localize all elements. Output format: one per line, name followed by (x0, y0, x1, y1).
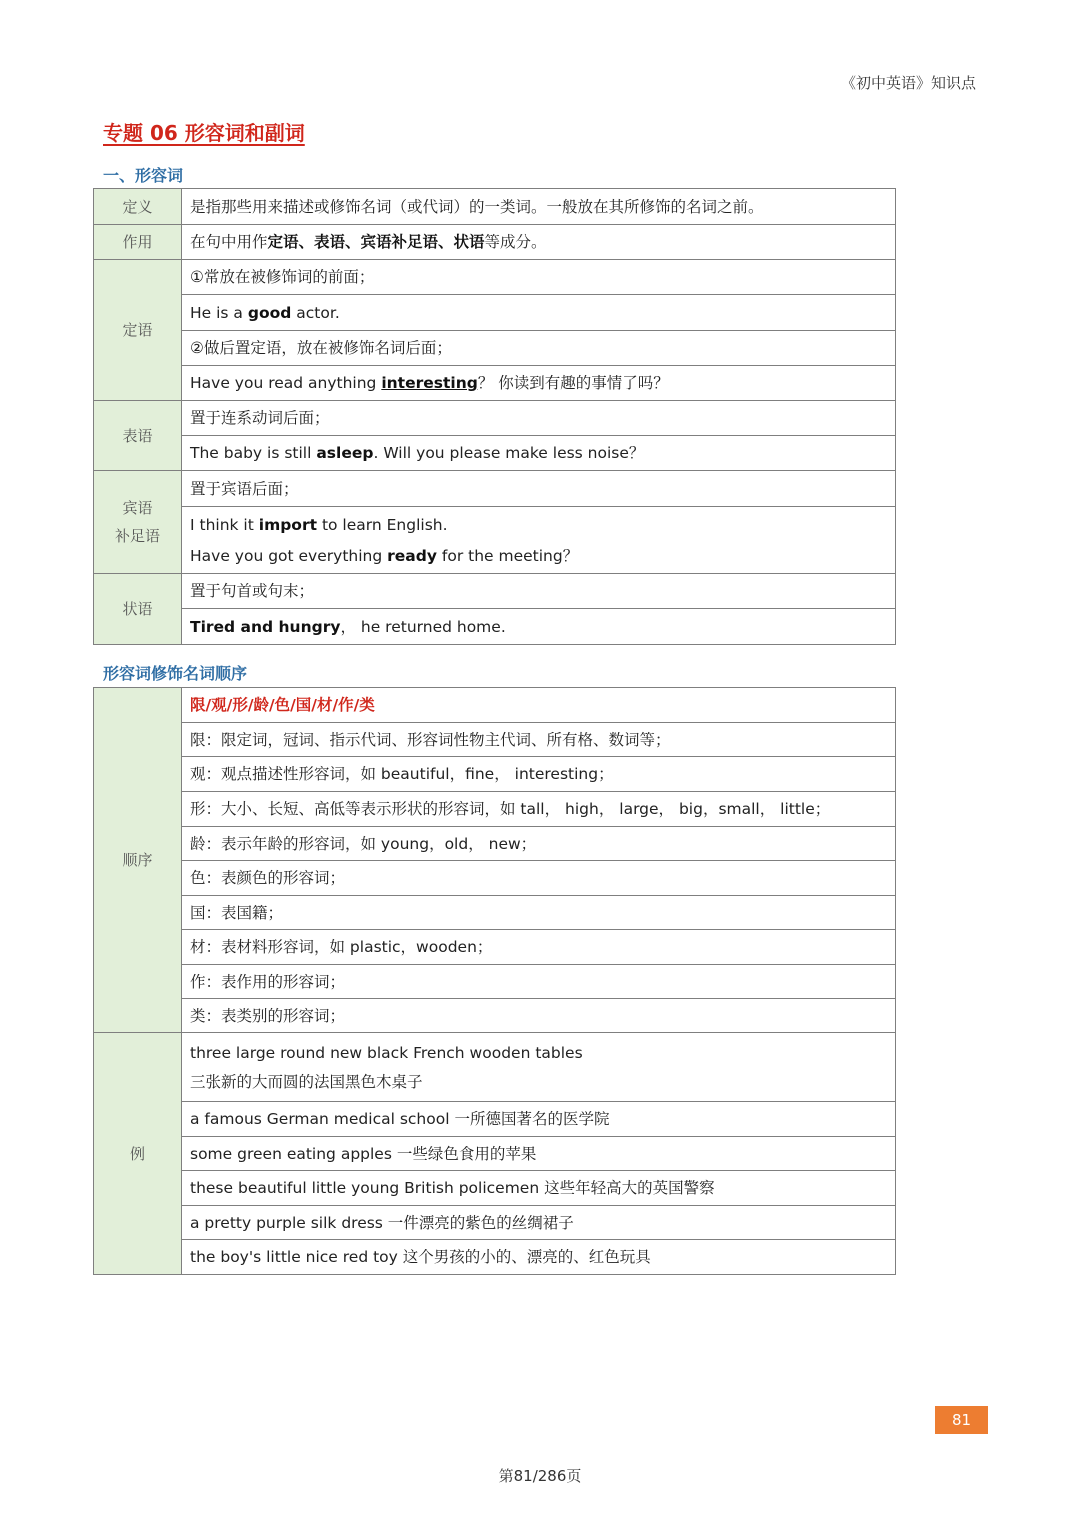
row-label-predicative: 表语 (94, 401, 182, 471)
object-complement-example-2: Have you got everything ready for the meeting？ (190, 546, 579, 565)
order-item: 作：表作用的形容词； (182, 965, 896, 999)
predicative-example: The baby is still asleep. Will you please make less noise？ (182, 436, 896, 471)
definition-text: 是指那些用来描述或修饰名词（或代词）的一类词。一般放在其所修饰的名词之前。 (182, 189, 896, 225)
attributive-rule-2: ②做后置定语，放在被修饰名词后面； (182, 331, 896, 366)
function-text: 在句中用作定语、表语、宾语补足语、状语等成分。 (182, 225, 896, 260)
example-item: some green eating apples 一些绿色食用的苹果 (182, 1137, 896, 1171)
row-label-attributive: 定语 (94, 260, 182, 401)
row-label-adverbial: 状语 (94, 574, 182, 645)
example-item-first: three large round new black French wooden tables 三张新的大而圆的法国黑色木桌子 (182, 1033, 896, 1102)
example-item: a famous German medical school 一所德国著名的医学院 (182, 1102, 896, 1137)
adjective-order-table (93, 687, 896, 1275)
row-label-examples: 例 (94, 1033, 182, 1275)
section-heading-adjective-order: 形容词修饰名词顺序 (103, 664, 248, 683)
row-label-object-complement: 宾语 补足语 (94, 471, 182, 574)
attributive-example-2: Have you read anything interesting？ 你读到有趣的事情了吗？ (182, 366, 896, 401)
object-complement-rule: 置于宾语后面； (182, 471, 896, 507)
topic-title: 专题 06 形容词和副词 (103, 121, 305, 145)
order-item: 国：表国籍； (182, 896, 896, 930)
object-complement-example-1: I think it import to learn English. (190, 515, 448, 534)
page-footer: 第81/286页 (498, 1467, 582, 1485)
order-mnemonic: 限/观/形/龄/色/国/材/作/类 (182, 688, 896, 723)
order-item: 形：大小、长短、高低等表示形状的形容词，如 tall， high， large， big，small， little； (182, 792, 896, 827)
row-label-function: 作用 (94, 225, 182, 260)
row-label-definition: 定义 (94, 189, 182, 225)
adverbial-example: Tired and hungry， he returned home. (182, 609, 896, 645)
order-item: 类：表类别的形容词； (182, 999, 896, 1033)
adverbial-rule: 置于句首或句末； (182, 574, 896, 609)
section-heading-adjectives: 一、形容词 (103, 166, 184, 185)
object-complement-examples (182, 507, 896, 574)
order-item: 色：表颜色的形容词； (182, 861, 896, 896)
order-item: 龄：表示年龄的形容词，如 young，old， new； (182, 827, 896, 861)
adjective-table (93, 188, 896, 645)
example-item: the boy's little nice red toy 这个男孩的小的、漂亮的、红色玩具 (182, 1240, 896, 1275)
example-item: these beautiful little young British policemen 这些年轻高大的英国警察 (182, 1171, 896, 1206)
example-item: a pretty purple silk dress 一件漂亮的紫色的丝绸裙子 (182, 1206, 896, 1240)
page-number-badge: 81 (935, 1406, 988, 1434)
attributive-example-1: He is a good actor. (182, 295, 896, 331)
order-item: 限：限定词，冠词、指示代词、形容词性物主代词、所有格、数词等； (182, 723, 896, 757)
attributive-rule-1: ①常放在被修饰词的前面； (182, 260, 896, 295)
document-header: 《初中英语》知识点 (840, 74, 976, 92)
order-item: 观：观点描述性形容词，如 beautiful，fine， interesting； (182, 757, 896, 792)
predicative-rule: 置于连系动词后面； (182, 401, 896, 436)
row-label-order: 顺序 (94, 688, 182, 1033)
order-item: 材：表材料形容词，如 plastic，wooden； (182, 930, 896, 965)
